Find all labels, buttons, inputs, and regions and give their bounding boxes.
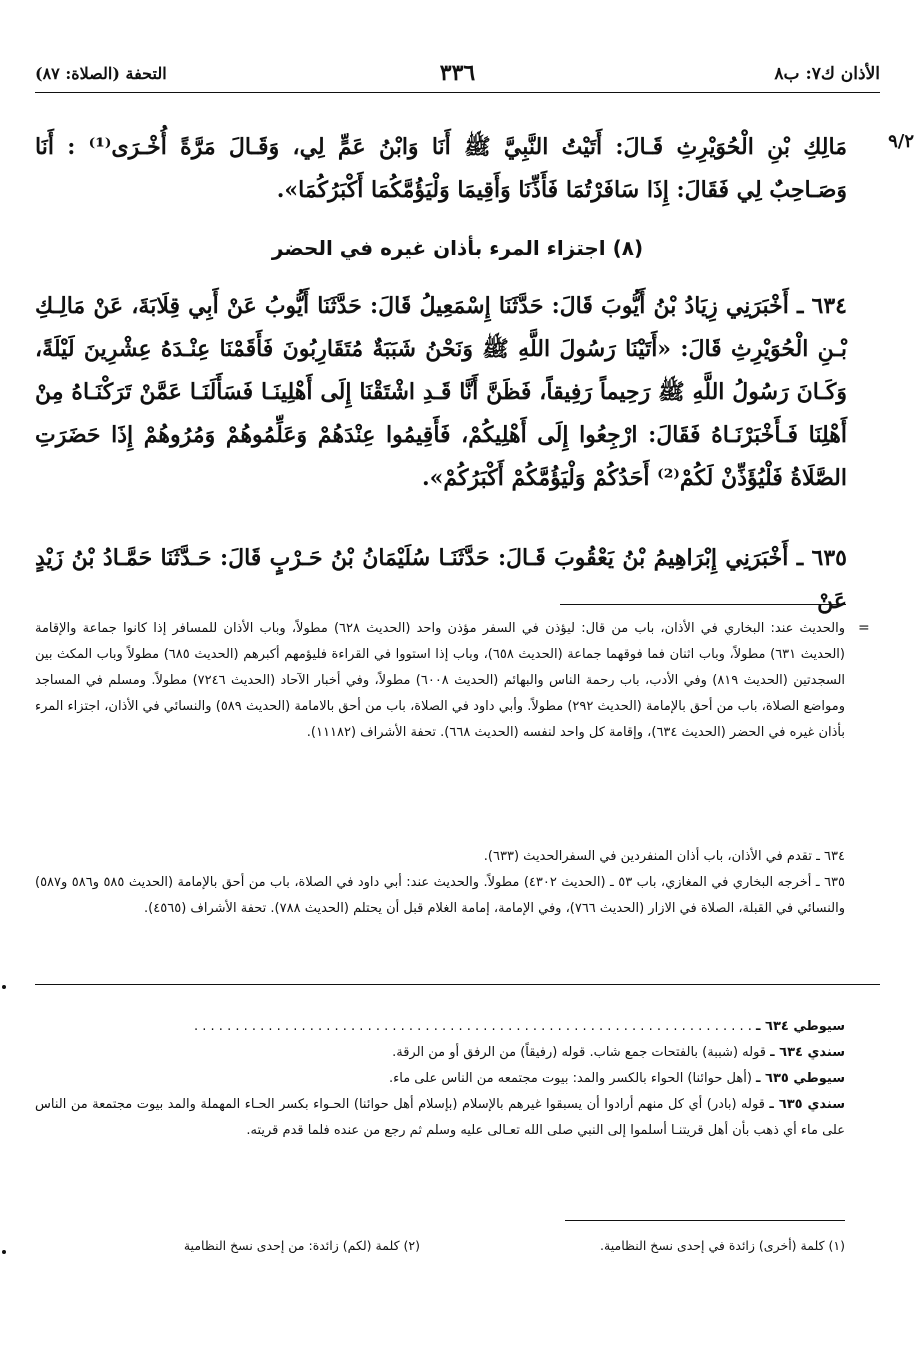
page-number: ٣٣٦ bbox=[439, 60, 476, 86]
hadith-635: ٦٣٥ ـ أَخْبَرَنِي إِبْرَاهِيمُ بْنُ يَعْقُوبَ قَـالَ: حَدَّثَنَـا سُلَيْمَانُ بْنُ حَـرْبٍ قَالَ: حَـدَّثَنَا حَمَّـادُ بْنُ زَيْدٍ عَنْ bbox=[35, 545, 847, 614]
commentary-sindi-634 bbox=[35, 1040, 845, 1066]
footnote-rule bbox=[560, 604, 846, 605]
tuhfa-ref: التحفة (الصلاة: ٨٧) bbox=[35, 64, 167, 83]
commentary-suyuti-635 bbox=[35, 1066, 845, 1092]
bottom-note-1: (١) كلمة (أخرى) زائدة في إحدى نسخ النظامية. bbox=[600, 1238, 845, 1253]
scan-speck bbox=[2, 1250, 6, 1254]
hadith-ref-number: ٩/٢ bbox=[888, 131, 914, 152]
continuation-marker: = bbox=[858, 620, 870, 636]
footnote-continuation: والحديث عند: البخاري في الأذان، باب من قال: ليؤذن في السفر مؤذن واحد (الحديث ٦٢٨) مطولاً، وباب الأذان للمسافر إذا كانوا جماعة والإقامة (الحديث ٦٣١) مطولاً، وباب اثنان فما فوقهما جماعة (الحديث ٦٥٨)، وباب إذا استووا في القراءة فليؤمهم أكبرهم (الحديث ٦٨٥) مطولاً وباب المكث بين السجدتين (الحديث ٨١٩) وفي الأدب، باب رحمة الناس والبهائم (الحديث ٦٠٠٨) مطولاً، وفي أخبار الآحاد (الحديث ٧٢٤٦) مطولاً. ومسلم في المساجد ومواضع الصلاة، باب من أحق بالإمامة (الحديث ٢٩٢) مطولاً. وأبي داود في الصلاة، باب من أحق بالامامة (الحديث ٥٨٩) والنسائي في الأذان، اجتزاء المرء بأذان غيره في الحضر (الحديث ٦٣٤)، وإقامة كل واحد لنفسه (الحديث ٦٦٨). تحفة الأشراف (١١١٨٢). bbox=[35, 621, 846, 740]
dotted-leader: . . . . . . . . . . . . . . . . . . . . . . . . . . . . . . . . . . . . . . . . . . . . . . . . . . . . . . . . . . . . . . . . . . . . bbox=[194, 1019, 752, 1034]
section-heading: (٨) اجتزاء المرء بأذان غيره في الحضر bbox=[271, 236, 644, 260]
footnote-634: ٦٣٤ ـ تقدم في الأذان، باب أذان المنفردين في السفرالحديث (٦٣٣). bbox=[483, 849, 845, 864]
hadith-top-text: مَالِكِ بْنِ الْحُوَيْرِثِ قَـالَ: أَتَيْتُ النَّبِيَّ ﷺ أَنَا وَابْنُ عَمٍّ لِي، وَقَـالَ مَرَّةً أُخْـرَى⁽¹⁾ : أَنَا وَصَـاحِبٌ لِي فَقَالَ: إِذَا سَافَرْتُمَا فَأَذِّنَا وَأَقِيمَا وَلْيَؤُمَّكُمَا أَكْبَرُكُمَا». bbox=[35, 134, 847, 203]
header-rule bbox=[35, 92, 880, 93]
running-header bbox=[35, 58, 880, 88]
footnote-635: ٦٣٥ ـ أخرجه البخاري في المغازي، باب ٥٣ ـ (الحديث ٤٣٠٢) مطولاً. والحديث عند: أبي داود في الصلاة، باب من أحق بالإمامة (الحديث ٥٨٥ و٥٨٦ و٥٨٧) والنسائي في القبلة، الصلاة في الازار (الحديث ٧٦٦)، وفي الإمامة، إمامة الغلام قبل أن يحتلم (الحديث ٧٨٨). تحفة الأشراف (٤٥٦٥). bbox=[35, 875, 846, 916]
bottom-notes bbox=[35, 1238, 845, 1262]
chapter-ref: الأذان ك٧: ب٨ bbox=[774, 64, 880, 84]
commentary-rule bbox=[35, 984, 880, 985]
commentary-label: سيوطي ٦٣٥ ـ bbox=[756, 1071, 845, 1086]
commentary-suyuti-634 bbox=[35, 1014, 845, 1040]
commentary-label: سندي ٦٣٥ ـ bbox=[769, 1097, 845, 1112]
commentary-text: قوله (شببة) بالفتحات جمع شاب. قوله (رفيقاً) من الرفق أو من الرقة. bbox=[392, 1045, 767, 1060]
commentary-text: (أهل حوائنا) الحواء بالكسر والمد: بيوت مجتمعه من الناس على ماء. bbox=[389, 1071, 752, 1086]
commentary-label: سندي ٦٣٤ ـ bbox=[770, 1045, 845, 1060]
bottom-note-2: (٢) كلمة (لكم) زائدة: من إحدى نسخ النظامية bbox=[183, 1238, 420, 1253]
hadith-634: ٦٣٤ ـ أَخْبَرَنِي زِيَادُ بْنُ أَيُّوبَ قَالَ: حَدَّثَنَا إِسْمَعِيلُ قَالَ: حَدَّثَنَا أَيُّوبُ عَنْ أَبِي قِلَابَةَ، عَنْ مَالِـكِ بْـنِ الْحُوَيْرِثِ قَالَ: «أَتَيْنَا رَسُولَ اللَّهِ ﷺ وَنَحْنُ شَبَبَةٌ مُتَقَارِبُونَ فَأَقَمْنَا عِنْـدَهُ عِشْرِينَ لَيْلَةً، وَكَـانَ رَسُولُ اللَّهِ ﷺ رَحِيماً رَفِيقاً، فَظَنَّ أَنَّا قَـدِ اشْتَقْنَا إِلَى أَهْلِينَـا فَسَأَلَنَـا عَمَّنْ تَرَكْنَـاهُ مِنْ أَهْلِنَا فَـأَخْبَرْنَـاهُ فَقَالَ: ارْجِعُوا إِلَى أَهْلِيكُمْ، فَأَقِيمُوا عِنْدَهُمْ وَعَلِّمُوهُمْ وَمُرُوهُمْ إِذَا حَضَرَتِ الصَّلَاةُ فَلْيُؤَذِّنْ لَكُمْ⁽²⁾ أَحَدُكُمْ وَلْيَؤُمَّكُمْ أَكْبَرُكُمْ». bbox=[35, 293, 847, 491]
commentary-label: سيوطي ٦٣٤ ـ bbox=[756, 1019, 845, 1034]
commentary-sindi-635 bbox=[35, 1092, 845, 1144]
commentary-text: قوله (بادر) أي كل منهم أرادوا أن يسبقوا غيرهم بالإسلام (بإسلام أهل حوائنا) الحـواء بكسر الحـاء المهملة والمد بيوت مجتمعة من الناس على ماء أي ذهب بأن أهل قريتنـا أسلموا إلى النبي صلى الله تعـالى عليه وسلم ثم رجع من عنده فلما قدم قريته. bbox=[35, 1097, 845, 1138]
bottom-notes-rule bbox=[565, 1220, 845, 1221]
scan-speck bbox=[2, 985, 6, 989]
